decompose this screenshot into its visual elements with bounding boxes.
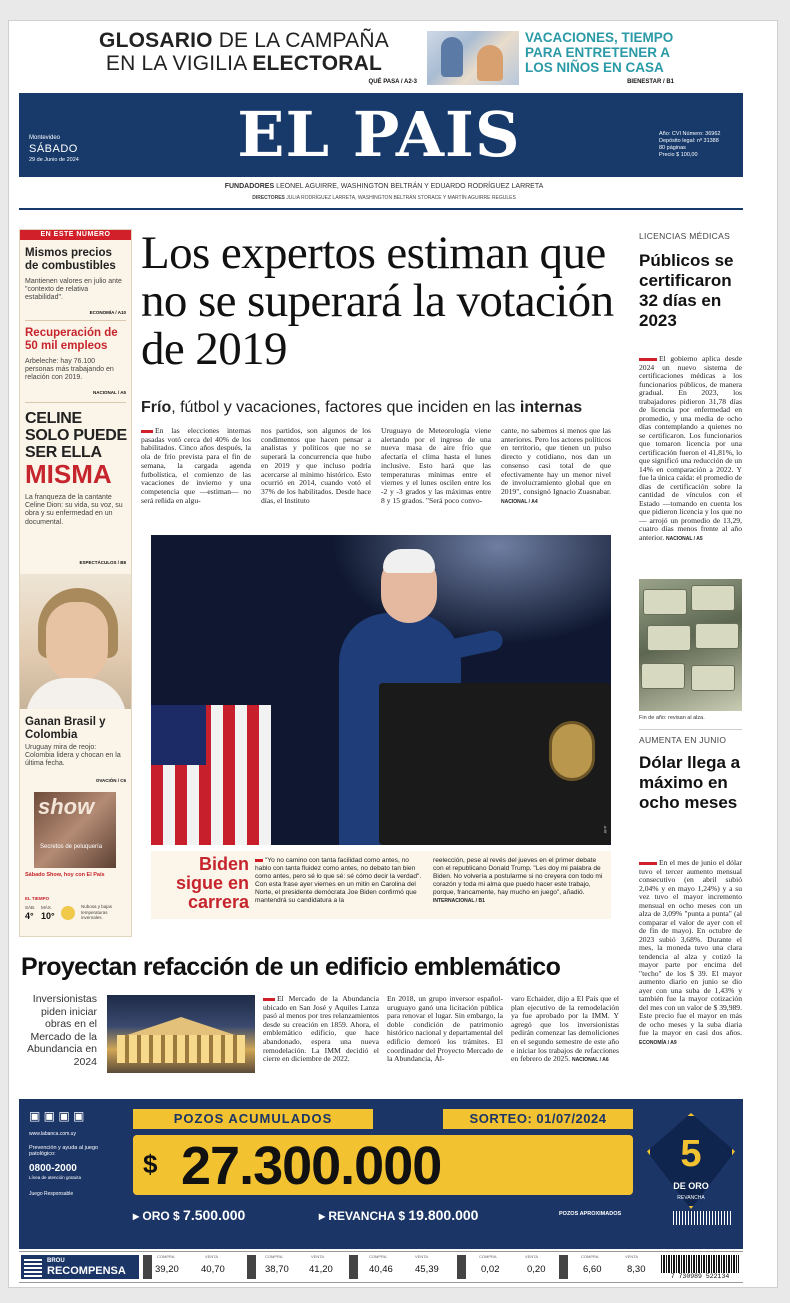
biden-body-col2: reelección, pese al revés del jueves en el primer debate con el republicano Donald Trump. "Les doy mi palabra de Biden. No volvería a postularme si no creyera con todo mi corazón y toda mi alma que puedo hacer este trabajo, porque, francamente, hay mucho en juego", añadió. INTERNACIONAL / B1 bbox=[433, 857, 603, 904]
index-celine-title-accent[interactable]: MISMA bbox=[25, 459, 112, 489]
masthead-city: Montevideo bbox=[29, 135, 61, 141]
index-empleos-title[interactable]: Recuperación de 50 mil empleos bbox=[25, 327, 118, 352]
lottery-ad[interactable] bbox=[19, 1099, 743, 1249]
exchange-rates-strip: BROU RECOMPENSA COMPRA 39,20 VENTA 40,70 COMPRA 38,70 VENTA 41,20 COMPRA 40,46 VENTA 45,39 COMPRA 0,02 VENTA 0,20 COMPRA 6,60 VENTA 8,30 7 730989 522134 bbox=[19, 1251, 743, 1283]
rate-value: 38,70 bbox=[265, 1264, 289, 1275]
weather-box: EL TIEMPO SÁB. 4° MÁX. 10° Nubosa y bajas temperaturas invernales. bbox=[25, 896, 113, 921]
weather-max: 10° bbox=[41, 911, 55, 921]
dollar-photo-caption: Fin de año: revisan al alza. bbox=[639, 715, 705, 721]
social-icons: ▣ ▣ ▣ ▣ bbox=[29, 1109, 85, 1123]
index-brasil-title[interactable]: Ganan Brasil y Colombia bbox=[25, 716, 106, 741]
main-headline[interactable]: Los expertos estiman que no se superará la votación de 2019 bbox=[141, 227, 614, 375]
main-subheadline: Frío, fútbol y vacaciones, factores que inciden en las internas bbox=[141, 399, 583, 416]
ad-responsible: Juego Responsable bbox=[29, 1191, 74, 1197]
show-cover-text: Secretos de peluquería bbox=[40, 844, 103, 850]
rate-value: 0,20 bbox=[527, 1264, 546, 1275]
photo-credit: AFP bbox=[602, 825, 608, 834]
currency-tag bbox=[349, 1255, 358, 1279]
rate-value: 6,60 bbox=[583, 1264, 602, 1275]
index-celine-title[interactable]: CELINE SOLO PUEDE SER ELLA bbox=[25, 410, 127, 461]
teaser-glosario-ref: QUÉ PASA / A2-3 bbox=[368, 79, 417, 85]
index-combustibles-title[interactable]: Mismos precios de combustibles bbox=[25, 247, 116, 272]
masthead-date: 29 de Junio de 2024 bbox=[29, 157, 79, 163]
left-index-column bbox=[19, 229, 132, 937]
licencias-headline[interactable]: Públicos se certificaron 32 días en 2023 bbox=[639, 251, 734, 330]
dolar-headline[interactable]: Dólar llega a máximo en ocho meses bbox=[639, 753, 741, 812]
masthead-info: Año: CVI Número: 36962 Depósito legal: nº 31388 80 páginas Precio $ 100,00 bbox=[659, 131, 721, 158]
building-headline[interactable]: Proyectan refacción de un edificio emblemático bbox=[21, 953, 561, 981]
rate-value: 40,46 bbox=[369, 1264, 393, 1275]
show-logo: show bbox=[38, 794, 95, 819]
dolar-body: En el mes de junio el dólar tuvo el tercer aumento mensual consecutivo (en abril subió 2,04% y en mayo 1,24%) y a su vez tuvo el mayor incremento mensual en ocho meses con un alza de 3,09% "punta a punta" (al comparar el valor de ayer con el de fin de mayo). En octubre de 2023 subió 3,68%. Durante el mes, la moneda tuvo una clara tendencia al alza y cotizó la mayor parte por encima del "techo" de los $ 39. El mayor aumento diario en junio se dio ayer con una suba de 1,43% y también fue la mayor cotización del mes con un valor de $ 39,989. Este precio fue el mayor en más de ocho meses y la suba diaria fue la mayor en casi dos años. ECONOMÍA / A9 bbox=[639, 859, 742, 1046]
index-celine-section: ESPECTÁCULOS / B8 bbox=[79, 560, 126, 565]
masthead bbox=[19, 93, 743, 177]
ad-barcode bbox=[673, 1211, 733, 1225]
ad-prevention: Prevención y ayuda al juego patológico: bbox=[29, 1145, 99, 1157]
ad-website: www.labanca.com.uy bbox=[29, 1131, 76, 1137]
main-article-col2: nos partidos, son algunos de los condimentos que hacen pensar a analistas y políticos que no se superará la concurrencia que hubo en 2019 y que incluso podría acercarse al mínimo histórico. Esto ocurrió en 2014, cuando votó el 37% de los habilitados. Desde hace días, el Instituto bbox=[261, 427, 371, 505]
main-article-col1: En las elecciones internas pasadas votó cerca del 40% de los habilitados. Cinco años después, la ola de frío prevista para el fin de semana, la cargada agenda futbolística, el comienzo de las vacaciones de invierno y una competencia que —estiman— no será reñida en algu- bbox=[141, 427, 251, 505]
newspaper-page bbox=[8, 20, 778, 1288]
sorteo-date: SORTEO: 01/07/2024 bbox=[443, 1109, 633, 1129]
ad-phone-sub: Línea de atención gratuita bbox=[29, 1175, 82, 1180]
building-col3: varo Echaider, dijo a El País que el plan ejecutivo de la remodelación ya fue aprobado por la IMM. Y agregó que los inversionistas pedirán comenzar las demoliciones en el segundo semestre de este año e iniciar los trabajos de refacciones en febrero de 2025. NACIONAL / A6 bbox=[511, 995, 619, 1064]
building-intro: Inversionistas piden iniciar obras en el Mercado de la Abundancia en 2024 bbox=[26, 993, 97, 1068]
rate-value: 39,20 bbox=[155, 1264, 179, 1275]
brou-recompensa[interactable]: BROU RECOMPENSA bbox=[21, 1255, 139, 1279]
dolar-label: AUMENTA EN JUNIO bbox=[639, 735, 727, 745]
rate-value: 41,20 bbox=[309, 1264, 333, 1275]
index-empleos-section: NACIONAL / A5 bbox=[92, 390, 126, 395]
licencias-label: LICENCIAS MÉDICAS bbox=[639, 231, 731, 241]
presidential-seal-icon bbox=[549, 721, 595, 781]
mercado-abundancia-photo[interactable] bbox=[107, 995, 255, 1073]
show-caption: Sábado Show, hoy con El País bbox=[25, 872, 105, 878]
pozos-aproximados: POZOS APROXIMADOS bbox=[559, 1211, 622, 1217]
teaser-vacaciones-title[interactable]: VACACIONES, TIEMPO PARA ENTRETENER A LOS NIÑOS EN CASA bbox=[525, 30, 674, 75]
ad-phone: 0800-2000 bbox=[29, 1163, 77, 1174]
biden-headline[interactable]: Biden sigue en carrera bbox=[175, 854, 249, 912]
sun-cloud-icon bbox=[61, 906, 75, 920]
index-combustibles-section: ECONOMÍA / A10 bbox=[89, 310, 126, 315]
index-brasil-body: Uruguay mira de reojo: Colombia lidera y chocan en la última fecha. bbox=[25, 744, 121, 768]
show-magazine-cover[interactable] bbox=[34, 792, 116, 868]
currency-tag bbox=[247, 1255, 256, 1279]
currency-tag bbox=[143, 1255, 152, 1279]
index-empleos-body: Arbeleche: hay 76.100 personas más trabajando en relación con 2019. bbox=[25, 358, 114, 382]
currency-tag bbox=[559, 1255, 568, 1279]
building-col2: En 2018, un grupo inversor español-uruguayo ganó una licitación pública para renovar el lugar. Sin embargo, la doble condición de patrimonio histórico nacional y departamental del edificio demoró los trámites. El coordinador del Proyecto Mercado de la Abundancia, Ál- bbox=[387, 995, 503, 1064]
biden-body-col1: "Yo no camino con tanta facilidad como antes, no hablo con tanta fluidez como antes, no debato tan bien como antes, pero sé lo que sé: sé cómo decir la verdad". Con esta frase ayer viernes en un mitin en Carolina del Norte, el presidente demócrata Joe Biden confirmó que mantendrá su candidatura a la bbox=[255, 857, 422, 904]
celine-dion-photo[interactable] bbox=[20, 574, 131, 709]
rate-value: 8,30 bbox=[627, 1264, 646, 1275]
rate-value: 0,02 bbox=[481, 1264, 500, 1275]
cinco-label: DE ORO bbox=[673, 1181, 709, 1191]
rate-value: 45,39 bbox=[415, 1264, 439, 1275]
right-column bbox=[629, 229, 743, 1069]
barcode-number: 7 730989 522134 bbox=[670, 1273, 730, 1280]
oro-amount: ▸ ORO $ 7.500.000 bbox=[133, 1207, 246, 1223]
newspaper-logo[interactable]: EL PAIS bbox=[237, 98, 521, 171]
jackpot-amount: 27.300.000 bbox=[181, 1136, 442, 1196]
cinco-sub: REVANCHA bbox=[677, 1195, 705, 1201]
index-separator bbox=[25, 402, 126, 403]
revancha-amount: ▸ REVANCHA $ 19.800.000 bbox=[319, 1207, 479, 1223]
masthead-rule bbox=[19, 208, 743, 210]
licencias-body: El gobierno aplica desde 2024 un nuevo sistema de certificaciones médicas a los funcionarios públicos, de manera gradual. En 2023, los trabajadores pidieron 31,78 días de licencia por enfermedad en promedio, y una media de ocho días contemplando a quienes no se certificaron. Los funcionarios que tomaron licencia por una certificación fueron el 41,81%, lo que significó una reducción de un 14% en comparación a 2022. Y fue la única caída: el promedio de días de certificación sobre la cantidad de vínculos con el Estado —tomando en cuenta los que pidieron licencia y los que no— arrojó un promedio de 13,29, cuatro días menos frente al año anterior. NACIONAL / A5 bbox=[639, 355, 742, 542]
founders-line: FUNDADORES LEONEL AGUIRRE, WASHINGTON BELTRÁN Y EDUARDO RODRÍGUEZ LARRETA bbox=[224, 183, 544, 190]
cinco-number: 5 bbox=[680, 1133, 702, 1175]
main-article-col4: cante, no sabemos si menos que las anteriores. Pero los actores políticos en territorio, que tienen un pulso directo y cotidiano, nos dan un consenso casi total de que efectivamente hay un menor nivel de involucramiento global que en 2019", consignó Ignacio Zuasnabar. NACIONAL / A4 bbox=[501, 427, 611, 505]
pozos-acumulados-label: POZOS ACUMULADOS bbox=[133, 1109, 373, 1129]
teaser-vacaciones-image[interactable] bbox=[427, 31, 519, 85]
rate-value: 40,70 bbox=[201, 1264, 225, 1275]
dollar-bills-photo[interactable] bbox=[639, 579, 742, 711]
right-separator bbox=[639, 729, 742, 730]
index-celine-body: La franqueza de la cantante Celine Dion: su vida, su voz, su obra y su enfermedad en un documental. bbox=[25, 494, 123, 526]
teaser-glosario[interactable]: GLOSARIO DE LA CAMPAÑA EN LA VIGILIA ELECTORAL bbox=[99, 29, 389, 75]
teaser-vacaciones-ref: BIENESTAR / B1 bbox=[627, 79, 674, 85]
building-col1: El Mercado de la Abundancia ubicado en San José y Aquiles Lanza pasó al menos por tres relanzamientos desde su creación en 1859. Ahora, el emblemático edificio, que hace abandonado, espera una nueva remodelación. La IMM decidió el cierre en diciembre de 2022. bbox=[263, 995, 379, 1064]
jackpot-currency: $ bbox=[143, 1149, 158, 1179]
weather-min: 4° bbox=[25, 911, 34, 921]
currency-tag bbox=[457, 1255, 466, 1279]
biden-photo[interactable] bbox=[151, 535, 611, 845]
masthead-day: SÁBADO bbox=[29, 143, 78, 155]
index-header: EN ESTE NÚMERO bbox=[20, 230, 131, 240]
newspaper-barcode bbox=[661, 1255, 739, 1273]
main-article-col3: Uruguayo de Meteorología viene alertando por el ingreso de una nueva masa de aire frío que afectaría el clima hasta el lunes inclusive. Esto hará que las temperaturas mínimas entre el viernes y el lunes oscilen entre los -2 y -3 grados y las máximas entre 8 y 15 grados. "Será poco convo- bbox=[381, 427, 491, 505]
index-separator bbox=[25, 320, 126, 321]
index-brasil-section: OVACIÓN / C6 bbox=[95, 778, 126, 783]
directors-line: DIRECTORES JULIA RODRÍGUEZ LARRETA, WASHINGTON BELTRÁN STORACE Y MARTÍN AGUIRRE REGULES bbox=[252, 195, 516, 201]
index-combustibles-body: Mantienen valores en julio ante "contexto de relativa estabilidad". bbox=[25, 278, 122, 302]
qr-code-icon bbox=[24, 1257, 42, 1277]
